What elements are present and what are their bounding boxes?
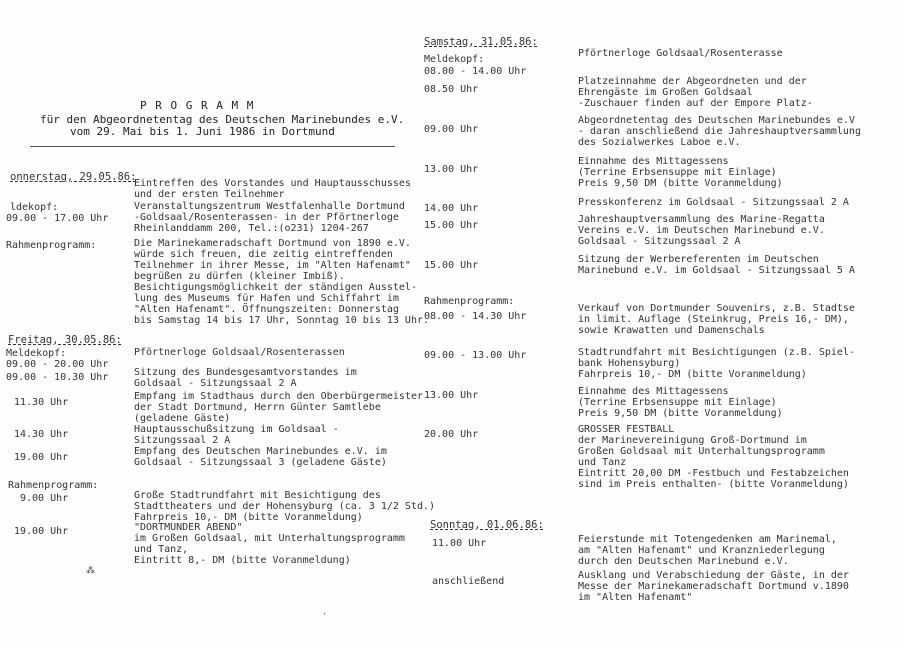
friday-time-5: 19.00 Uhr bbox=[14, 452, 69, 463]
sunday-heading: Sonntag, 01.06.86: bbox=[430, 519, 544, 531]
friday-rahmen-label: Rahmenprogramm: bbox=[8, 480, 99, 491]
bottom-mark: ' bbox=[322, 612, 328, 622]
program-dates: vom 29. Mai bis 1. Juni 1986 in Dortmund bbox=[70, 125, 335, 138]
sunday-event-2: Ausklang und Verabschiedung der Gäste, in der Messe der Marinekameradschaft Dortmund v.1890 im "Alten Hafenamt" bbox=[578, 570, 849, 603]
saturday-time-5: 15.00 Uhr bbox=[424, 220, 479, 231]
saturday-event-4: Presskonferenz im Goldsaal - Sitzungssaal 2 A bbox=[578, 197, 849, 208]
saturday-time-7: 08.00 - 14.30 Uhr bbox=[424, 311, 527, 322]
program-subtitle: für den Abgeordnetentag des Deutschen Marinebundes e.V. bbox=[40, 113, 405, 126]
saturday-event-10: GROSSER FESTBALL der Marinevereinigung Groß-Dortmund im Großen Goldsaal mit Unterhaltungsprogramm und Tanz Eintritt 20,00 DM -Festbuch und Festabzeichen sind im Preis enthalten- (bitte Voranmeldung) bbox=[578, 424, 849, 490]
thursday-rahmen-label: Rahmenprogramm: bbox=[6, 240, 97, 251]
friday-event-5: Empfang des Deutschen Marinebundes e.V. im Goldsaal - Sitzungssaal 3 (geladene Gäste) bbox=[134, 446, 387, 468]
friday-meld-time: 09.00 - 20.00 Uhr bbox=[6, 359, 109, 370]
friday-heading: Freitag, 30.05.86: bbox=[8, 334, 122, 346]
saturday-time-4: 14.00 Uhr bbox=[424, 203, 479, 214]
saturday-event-2: Abgeordnetentag des Deutschen Marinebundes e.V - daran anschließend die Jahreshauptversammlung des Sozialwerkes Laboe e.V. bbox=[578, 115, 861, 148]
saturday-rahmen-label: Rahmenprogramm: bbox=[424, 296, 515, 307]
saturday-meld-text: Pförtnerloge Goldsaal/Rosenterasse bbox=[578, 48, 783, 59]
saturday-event-7: Verkauf von Dortmunder Souvenirs, z.B. Stadtse in limit. Auflage (Steinkrug, Preis 16,- DM), sowie Krawatten und Damenschals bbox=[578, 303, 855, 336]
friday-meld-text: Pförtnerloge Goldsaal/Rosenterassen bbox=[134, 347, 345, 358]
friday-event-3: Empfang im Stadthaus durch den Oberbürgermeister der Stadt Dortmund, Herrn Günter Samtlebe (geladene Gäste) bbox=[134, 391, 423, 424]
saturday-meld-time: 08.00 - 14.00 Uhr bbox=[424, 66, 527, 77]
thursday-heading: onnerstag, 29.05.86: bbox=[10, 171, 137, 183]
saturday-time-6: 15.00 Uhr bbox=[424, 260, 479, 271]
margin-mark: ⁂ bbox=[86, 566, 95, 576]
friday-event-7: "DORTMUNDER ABEND" im Großen Goldsaal, mit Unterhaltungsprogramm und Tanz, Eintritt 8,- DM (bitte Voranmeldung) bbox=[134, 522, 405, 566]
friday-time-4: 14.30 Uhr bbox=[14, 429, 69, 440]
thursday-meld-label: ldekopf: bbox=[10, 202, 59, 213]
friday-event-4: Hauptausschußsitzung im Goldsaal - Sitzungssaal 2 A bbox=[134, 424, 339, 446]
friday-event-2: Sitzung des Bundesgesamtvorstandes im Goldsaal - Sitzungssaal 2 A bbox=[134, 367, 357, 389]
friday-time-6: 9.00 Uhr bbox=[20, 493, 69, 504]
saturday-heading: Samstag, 31.05.86: bbox=[424, 36, 538, 48]
thursday-meld-text: Veranstaltungszentrum Westfalenhalle Dortmund -Goldsaal/Rosenterassen- in der Pförtnerloge Rheinlanddamm 200, Tel.:(o231) 1204-267 bbox=[134, 201, 405, 234]
program-title: P R O G R A M M bbox=[140, 99, 255, 112]
saturday-event-1: Platzeinnahme der Abgeordneten und der Ehrengäste im Großen Goldsaal -Zuschauer finden auf der Empore Platz- bbox=[578, 76, 813, 109]
sunday-event-1: Feierstunde mit Totengedenken am Marinemal, am "Alten Hafenamt" und Kranzniederlegung durch den Deutschen Marinebund e.V. bbox=[578, 534, 837, 567]
thursday-intro: Eintreffen des Vorstandes und Hauptausschusses und der ersten Teilnehmer bbox=[134, 178, 411, 200]
friday-time-3: 11.30 Uhr bbox=[14, 397, 69, 408]
friday-meld-label: Meldekopf: bbox=[6, 348, 67, 359]
thursday-meld-time: 09.00 - 17.00 Uhr bbox=[6, 213, 109, 224]
saturday-time-8: 09.00 - 13.00 Uhr bbox=[424, 350, 527, 361]
thursday-rahmen-text: Die Marinekameradschaft Dortmund von 1890 e.V. würde sich freuen, die zeitig eintreffenden Teilnehmer in ihrer Messe, im "Alten Hafenamt" begrüßen zu dürfen (kleiner Imbiß). Besichtigungsmöglichkeit der ständigen Ausstel- lung des Museums für Hafen und Schiffahrt im "Alten Hafenamt". Öffnungszeiten: Donnerstag bis Samstag 14 bis 17 Uhr, Sonntag 10 bis 13 Uhr. bbox=[134, 238, 430, 326]
header-rule bbox=[30, 146, 395, 147]
friday-event-6: Große Stadtrundfahrt mit Besichtigung des Stadttheaters und der Hohensyburg (ca. 3 1/2 Std.) Fahrpreis 10,- DM (bitte Voranmeldung) bbox=[134, 490, 436, 523]
saturday-event-9: Einnahme des Mittagessens (Terrine Erbsensuppe mit Einlage) Preis 9,50 DM (bitte Voranmeldung) bbox=[578, 386, 783, 419]
saturday-time-1: 08.50 Uhr bbox=[424, 84, 479, 95]
saturday-time-2: 09.00 Uhr bbox=[424, 124, 479, 135]
saturday-time-9: 13.00 Uhr bbox=[424, 390, 479, 401]
friday-time-2: 09.00 - 10.30 Uhr bbox=[6, 372, 109, 383]
saturday-event-3: Einnahme des Mittagessens (Terrine Erbsensuppe mit Einlage) Preis 9,50 DM (bitte Voranmeldung) bbox=[578, 156, 783, 189]
saturday-event-6: Sitzung der Werbereferenten im Deutschen Marinebund e.V. im Goldsaal - Sitzungssaal 5 A bbox=[578, 254, 855, 276]
saturday-meld-label: Meldekopf: bbox=[424, 54, 485, 65]
saturday-time-10: 20.00 Uhr bbox=[424, 429, 479, 440]
sunday-time-2: anschließend bbox=[432, 576, 505, 587]
saturday-event-5: Jahreshauptversammlung des Marine-Regatta Vereins e.V. im Deutschen Marinebund e.V. Goldsaal - Sitzungssaal 2 A bbox=[578, 214, 825, 247]
saturday-event-8: Stadtrundfahrt mit Besichtigungen (z.B. Spiel- bank Hohensyburg) Fahrpreis 10,- DM (bitte Voranmeldung) bbox=[578, 347, 855, 380]
saturday-time-3: 13.00 Uhr bbox=[424, 164, 479, 175]
friday-time-7: 19.00 Uhr bbox=[14, 526, 69, 537]
sunday-time-1: 11.00 Uhr bbox=[432, 538, 487, 549]
